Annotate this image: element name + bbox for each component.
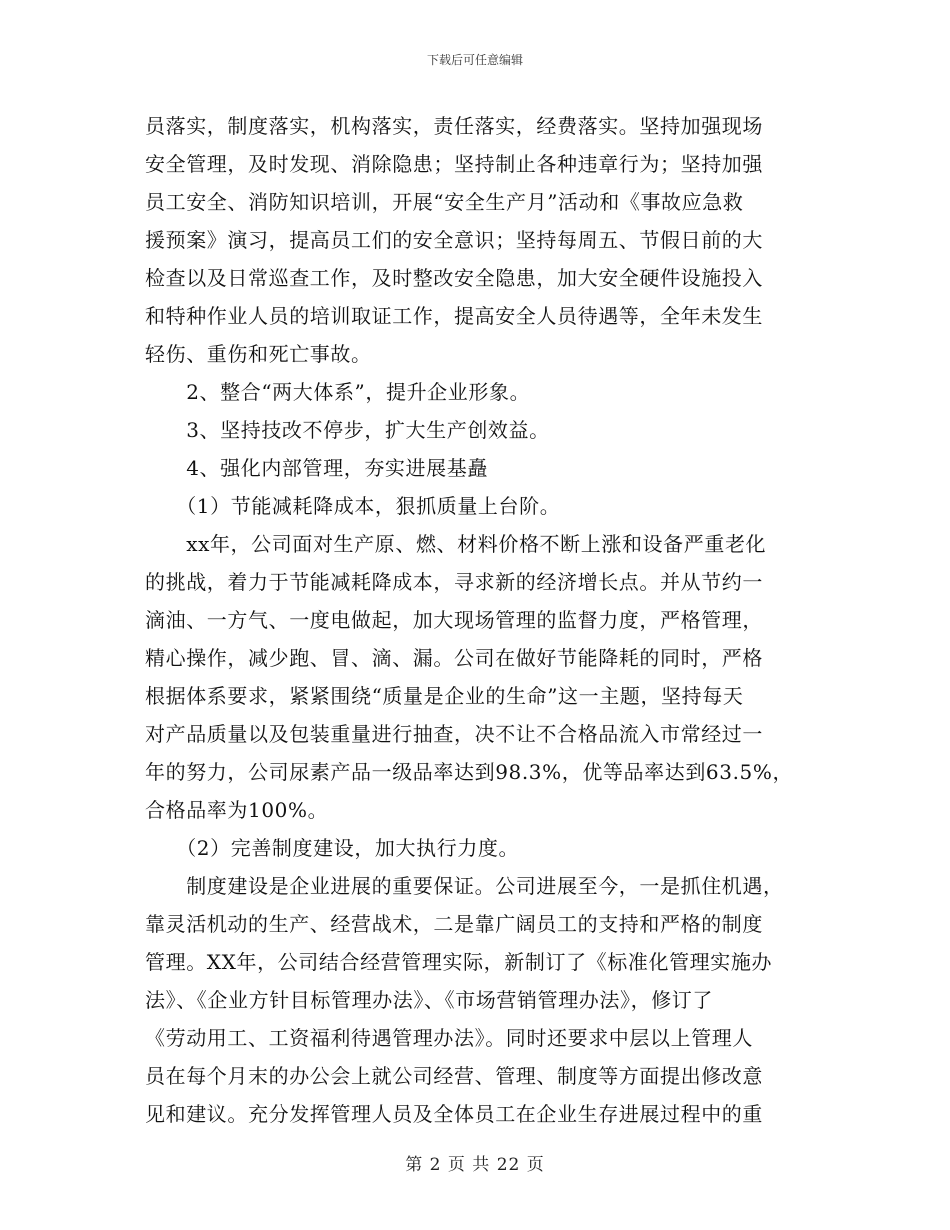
text-line: 法》、《企业方针目标管理办法》、《市场营销管理办法》，修订了 [145,988,713,1012]
text-line: 3、坚持技改不停步，扩大生产创效益。 [145,418,550,442]
text-line: 见和建议。充分发挥管理人员及全体员工在企业生存进展过程中的重 [145,1102,763,1126]
text-line: 靠灵活机动的生产、经营战术，二是靠广阔员工的支持和严格的制度 [145,912,763,936]
text-line: 员在每个月末的办公会上就公司经营、管理、制度等方面提出修改意 [145,1064,763,1088]
text-line: 滴油、一方气、一度电做起，加大现场管理的监督力度，严格管理， [145,608,763,632]
text-line: 员工安全、消防知识培训，开展“安全生产月”活动和《事故应急救 [145,190,744,214]
text-line: 合格品率为100%。 [145,798,329,822]
text-line: 《劳动用工、工资福利待遇管理办法》。同时还要求中层以上管理人 [145,1026,753,1050]
text-line: 检查以及日常巡查工作，及时整改安全隐患，加大安全硬件设施投入 [145,266,763,290]
text-line: 根据体系要求，紧紧围绕“质量是企业的生命”这一主题，坚持每天 [145,684,744,708]
text-line: 的挑战，着力于节能减耗降成本，寻求新的经济增长点。并从节约一 [145,570,763,594]
text-line: 2、整合“两大体系”，提升企业形象。 [145,380,531,404]
text-line: xx年，公司面对生产原、燃、材料价格不断上涨和设备严重老化 [145,532,767,556]
text-line: 年的努力，公司尿素产品一级品率达到98.3%，优等品率达到63.5%， [145,760,794,784]
text-line: 员落实，制度落实，机构落实，责任落实，经费落实。坚持加强现场 [145,114,763,138]
text-line: 对产品质量以及包装重量进行抽查，决不让不合格品流入市常经过一 [145,722,763,746]
page-header: 下载后可任意编辑 [426,53,523,67]
text-line: 精心操作，减少跑、冒、滴、漏。公司在做好节能降耗的同时，严格 [145,646,763,670]
text-line: （1）节能减耗降成本，狠抓质量上台阶。 [145,494,561,518]
text-line: 制度建设是企业进展的重要保证。公司进展至今，一是抓住机遇， [145,874,784,898]
text-line: 轻伤、重伤和死亡事故。 [145,342,372,366]
page-footer: 第 2 页 共 22 页 [405,1155,545,1175]
document-body [145,107,810,1133]
text-line: 和特种作业人员的培训取证工作，提高安全人员待遇等，全年未发生 [145,304,763,328]
text-line: （2）完善制度建设，加大执行力度。 [145,836,520,860]
text-line: 管理。XX年，公司结合经营管理实际，新制订了《标准化管理实施办 [145,950,773,974]
text-line: 4、强化内部管理，夯实进展基矗 [145,456,488,480]
text-line: 援预案》演习，提高员工们的安全意识；坚持每周五、节假日前的大 [145,228,763,252]
text-line: 安全管理，及时发现、消除隐患；坚持制止各种违章行为；坚持加强 [145,152,763,176]
